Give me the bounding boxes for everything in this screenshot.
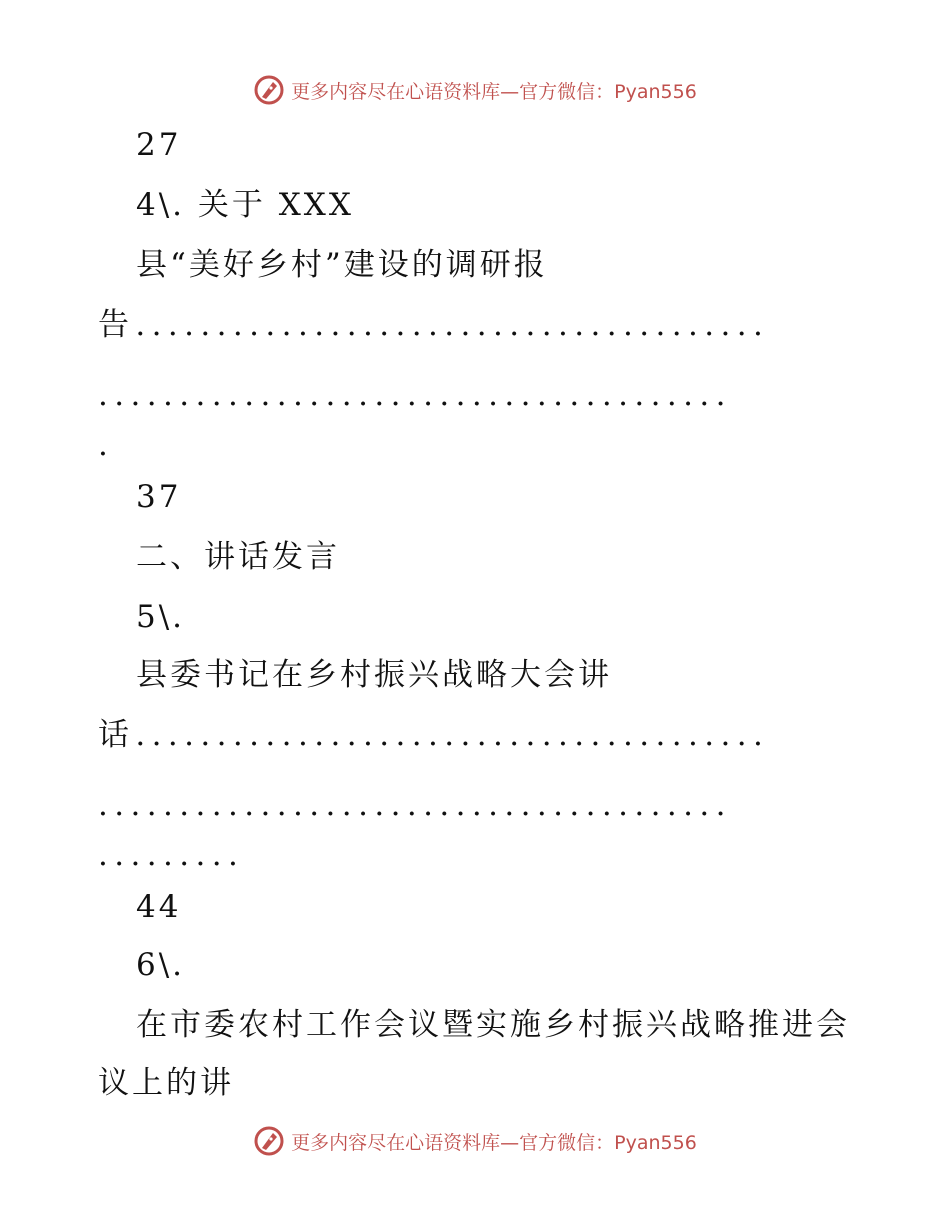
toc-leader-line: .......................................: [98, 787, 732, 823]
toc-leader-line: 告.......................................: [98, 307, 770, 343]
toc-entry-title: 县委书记在乡村振兴战略大会讲: [136, 657, 612, 693]
toc-entry-number: 5\.: [136, 599, 186, 635]
page-number: 44: [136, 889, 182, 925]
section-heading: 二、讲话发言: [136, 539, 340, 575]
toc-entry-title: 县“美好乡村”建设的调研报: [136, 247, 548, 283]
footer-watermark: [0, 1121, 950, 1161]
toc-leader-line: .: [98, 427, 115, 463]
toc-leader-line: .......................................: [98, 377, 732, 413]
toc-entry-title: 议上的讲: [98, 1065, 234, 1101]
toc-entry-number: 6\.: [136, 947, 186, 983]
watermark-text: 更多内容尽在心语资料库—官方微信：Pyan556: [291, 1131, 697, 1154]
toc-entry-title: 在市委农村工作会议暨实施乡村振兴战略推进会: [136, 1007, 850, 1043]
fountain-pen-nib-icon: [253, 1125, 285, 1157]
toc-leader-line: 话.......................................: [98, 717, 770, 753]
page-number: 37: [136, 479, 182, 515]
fountain-pen-nib-icon: [253, 74, 285, 106]
header-watermark: [0, 70, 950, 110]
page-number: 27: [136, 127, 182, 163]
toc-leader-line: .........: [98, 837, 245, 873]
toc-entry-number: 4\. 关于 XXX: [136, 187, 354, 223]
watermark-text: 更多内容尽在心语资料库—官方微信：Pyan556: [291, 80, 697, 103]
